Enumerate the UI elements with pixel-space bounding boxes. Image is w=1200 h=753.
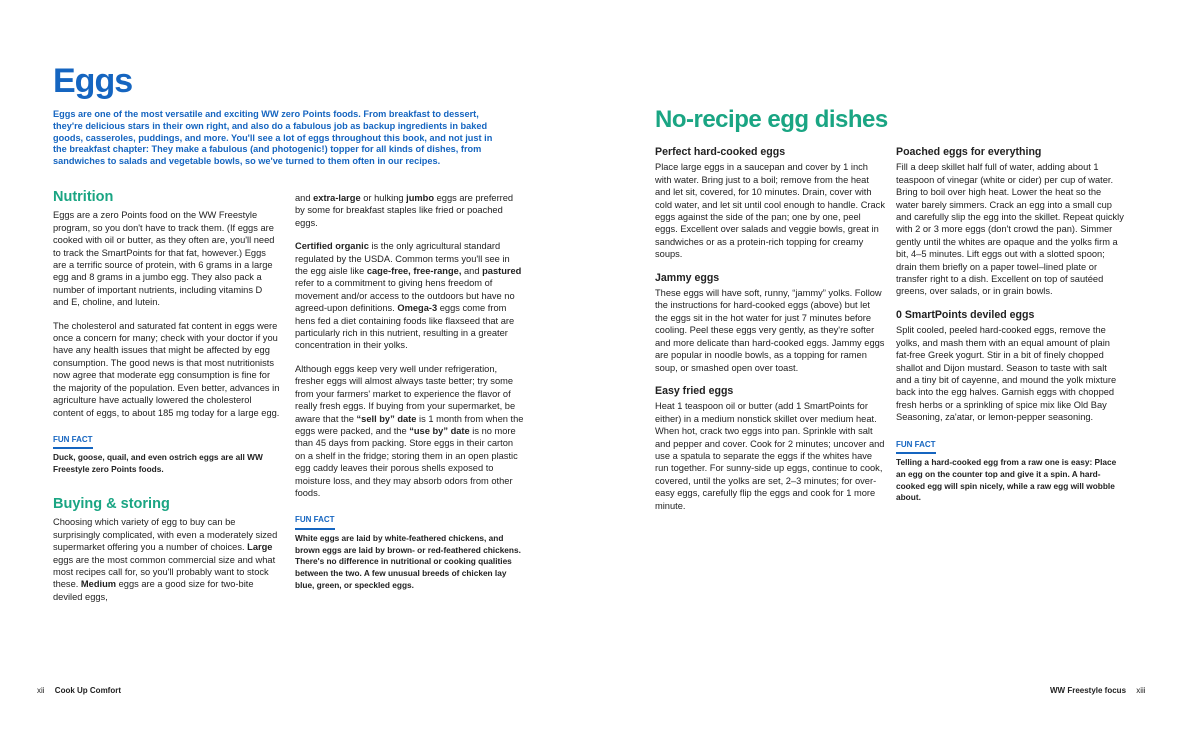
fun-fact-text: Duck, goose, quail, and even ostrich eggs are all WW Freestyle zero Points foods. [53,452,263,475]
buying-heading: Buying & storing [53,495,170,512]
term-pastured: pastured [482,266,522,277]
text-run: is the only agricultural standard regulated by the USDA. Common terms you'll see in the egg aisle like [295,241,510,277]
term-use-by: “use by” date [409,425,470,436]
deviled-heading: 0 SmartPoints deviled eggs [896,308,1035,321]
term-cage-free: cage-free, free-range, [366,266,462,277]
col2-paragraph-2 [295,240,524,352]
right-column-2 [896,146,1124,515]
fun-fact-label: FUN FACT [896,439,936,454]
term-extra-large: extra-large [313,193,361,203]
fried-text: Heat 1 teaspoon oil or butter (add 1 SmartPoints for either) in a medium nonstick skillet over medium heat. When hot, crack two eggs into pan. Sprinkle with salt and pepper and cover. Cook for 2 minutes; uncover and use a spatula to separate the eggs if the whites have run together. For sunny-side up eggs, continue to cook, covered, until the yolks are set, 2–3 minutes; for over-easy eggs, carefully flip the eggs and cook for 1 more minute. [655,401,885,511]
term-sell-by: “sell by” date [356,413,417,424]
hard-cooked-text: Place large eggs in a saucepan and cover by 1 inch with water. Bring just to a boil; remove from the heat and let sit, covered, for 10 minutes. Drain, cover with cold water, and let sit until cool enough to handle. Crack eggs against the side of the pan; one by one, peel eggs. Excellent over salads and veggie bowls, great in sandwiches or as a protein-rich topping for creamy soups. [655,162,885,260]
text-run: or hulking [360,193,407,203]
col2-paragraph-3 [295,363,524,499]
text-run: and [295,193,314,203]
left-footer [37,686,121,695]
term-jumbo: jumbo [406,193,435,203]
jammy-text: These eggs will have soft, runny, “jammy” yolks. Follow the instructions for hard-cooked eggs (above) but let the eggs sit in the hot water for just 7 minutes before cooling. Peel these eggs very gently, as they're softer and more delicate than hard-cooked eggs. Jammy eggs are popular in noodle bowls, as a topping for ramen soup, or smashed open over toast. [655,288,885,373]
fun-fact-2 [295,510,524,591]
fried-heading: Easy fried eggs [655,384,734,397]
page-number: xiii [1136,686,1146,695]
book-title: WW Freestyle focus [1050,686,1127,695]
text-run: is 1 month from when the eggs were packed, and the [295,413,524,436]
intro-paragraph: Eggs are one of the most versatile and exciting WW zero Points foods. From breakfast to dessert, they're delicious stars in their own right, and also do a fabulous job as backup ingredients in baked goods, casseroles, puddings, and more. You'll see a lot of eggs throughout this book, and not just in the breakfast chapter: They make a fabulous (and photogenic!) topper for all kinds of dishes, from sandwiches to salads and vegetable bowls, so we've turned to them often in our recipes. [53,109,493,167]
term-omega-3: Omega-3 [397,303,438,314]
book-title: Cook Up Comfort [54,686,122,695]
text-run: is no more than 45 days from packing. Store eggs in their carton on a shelf in the fridge; storing them in an open plastic egg caddy leaves their porous shells exposed to moisture loss, and they may absorb odors from other foods. [295,425,518,498]
right-page [600,0,1200,753]
fun-fact-3 [896,435,1124,505]
page-title: Eggs [53,62,133,100]
term-medium: Medium [80,579,117,590]
text-run: eggs are a good size for two-bite deviled eggs, [53,579,254,602]
page-number: xii [37,686,45,695]
left-column-2 [295,192,524,603]
text-run: eggs come from hens fed a diet containing foods like flaxseed that are particularly rich in this nutrient, resulting in a greater concentration in their yolks. [295,303,515,351]
fun-fact-1 [53,430,280,476]
text-run: and [461,266,483,277]
text-run: Choosing which variety of egg to buy can be surprisingly complicated, with even a moderately sized supermarket offering you a number of choices. [53,517,278,553]
text-run: eggs are the most common commercial size and what most recipes call for, so you'll probably want to stock these. [53,554,276,590]
right-footer [1050,686,1146,695]
nutrition-paragraph-1: Eggs are a zero Points food on the WW Freestyle program, so you don't have to track them. (If eggs are cooked with oil or butter, as they often are, you'll need to track the SmartPoints for that fat, however.) Eggs are a terrific source of protein, with 6 grams in a large egg and 8 grams in a jumbo egg. They also pack a number of important nutrients, including vitamins D and E, choline, and lutein. [53,210,275,308]
left-column-1 [53,191,280,614]
text-run: eggs are preferred by some for breakfast staples like fried or poached eggs. [295,193,514,228]
jammy-heading: Jammy eggs [655,271,720,284]
deviled-text: Split cooled, peeled hard-cooked eggs, remove the yolks, and mash them with an equal amount of plain fat-free Greek yogurt. Stir in a bit of finely chopped shallot and Dijon mustard. Season to taste with salt and a tiny bit of cayenne, and mound the yolk mixture back into the egg halves. Garnish eggs with chopped fresh herbs or a sprinkling of spice mix like Old Bay Seasoning, za'atar, or lemon-pepper seasoning. [896,325,1117,423]
right-column-1 [655,146,885,523]
term-large: Large [247,542,273,553]
buying-paragraph-1 [53,516,280,603]
hard-cooked-heading: Perfect hard-cooked eggs [655,146,786,158]
term-certified-organic: Certified organic [295,241,369,252]
col2-paragraph-1 [295,192,524,229]
text-run: refer to a commitment to giving hens freedom of movement and/or access to the outdoors but have no agreed-upon definitions. [295,278,515,314]
nutrition-paragraph-2: The cholesterol and saturated fat content in eggs were once a concern for many; check with your doctor if you have any health issues that might be affected by egg consumption. The good news is that most nutritionists now agree that moderate egg consumption is fine for the majority of the population. Even better, advances in agriculture have actually lowered the cholesterol content of eggs, to about 185 mg today for a large egg. [53,320,280,418]
text-run: Although eggs keep very well under refrigeration, fresher eggs will almost always taste better; try some from your farmers' market to experience the flavor of really fresh eggs. If buying from your supermarket, be aware that the [295,363,516,424]
fun-fact-label: FUN FACT [295,514,335,529]
fun-fact-label: FUN FACT [53,434,93,449]
fun-fact-text: Telling a hard-cooked egg from a raw one is easy: Place an egg on the counter top and give it a spin. A hard-cooked egg will spin nicely, while a raw egg will wobble about. [896,456,1117,503]
poached-text: Fill a deep skillet half full of water, adding about 1 teaspoon of vinegar (white or cider) per cup of water. Bring to boil over high heat. Lower the heat so the water barely simmers. Crack an egg into a small cup and carefully slip the egg into the skillet. Repeat quickly with 2 or 3 more eggs (don't crowd the pan). Simmer gently until the whites are opaque and the yolks firm a bit, 4–5 minutes. Lift eggs out with a slotted spoon; drain them briefly on a paper towel–lined plate or transfer right to a dish. Excellent on top of sautéed greens, over salads, or in grain bowls. [896,162,1124,297]
poached-heading: Poached eggs for everything [896,146,1042,158]
page-title: No-recipe egg dishes [655,106,888,133]
nutrition-heading: Nutrition [53,189,114,205]
fun-fact-text: White eggs are laid by white-feathered chickens, and brown eggs are laid by brown- or red-feathered chickens. There's no difference in nutritional or cooking qualities between the two. A few unusual breeds of chicken lay blue, green, or speckled eggs. [295,532,521,590]
